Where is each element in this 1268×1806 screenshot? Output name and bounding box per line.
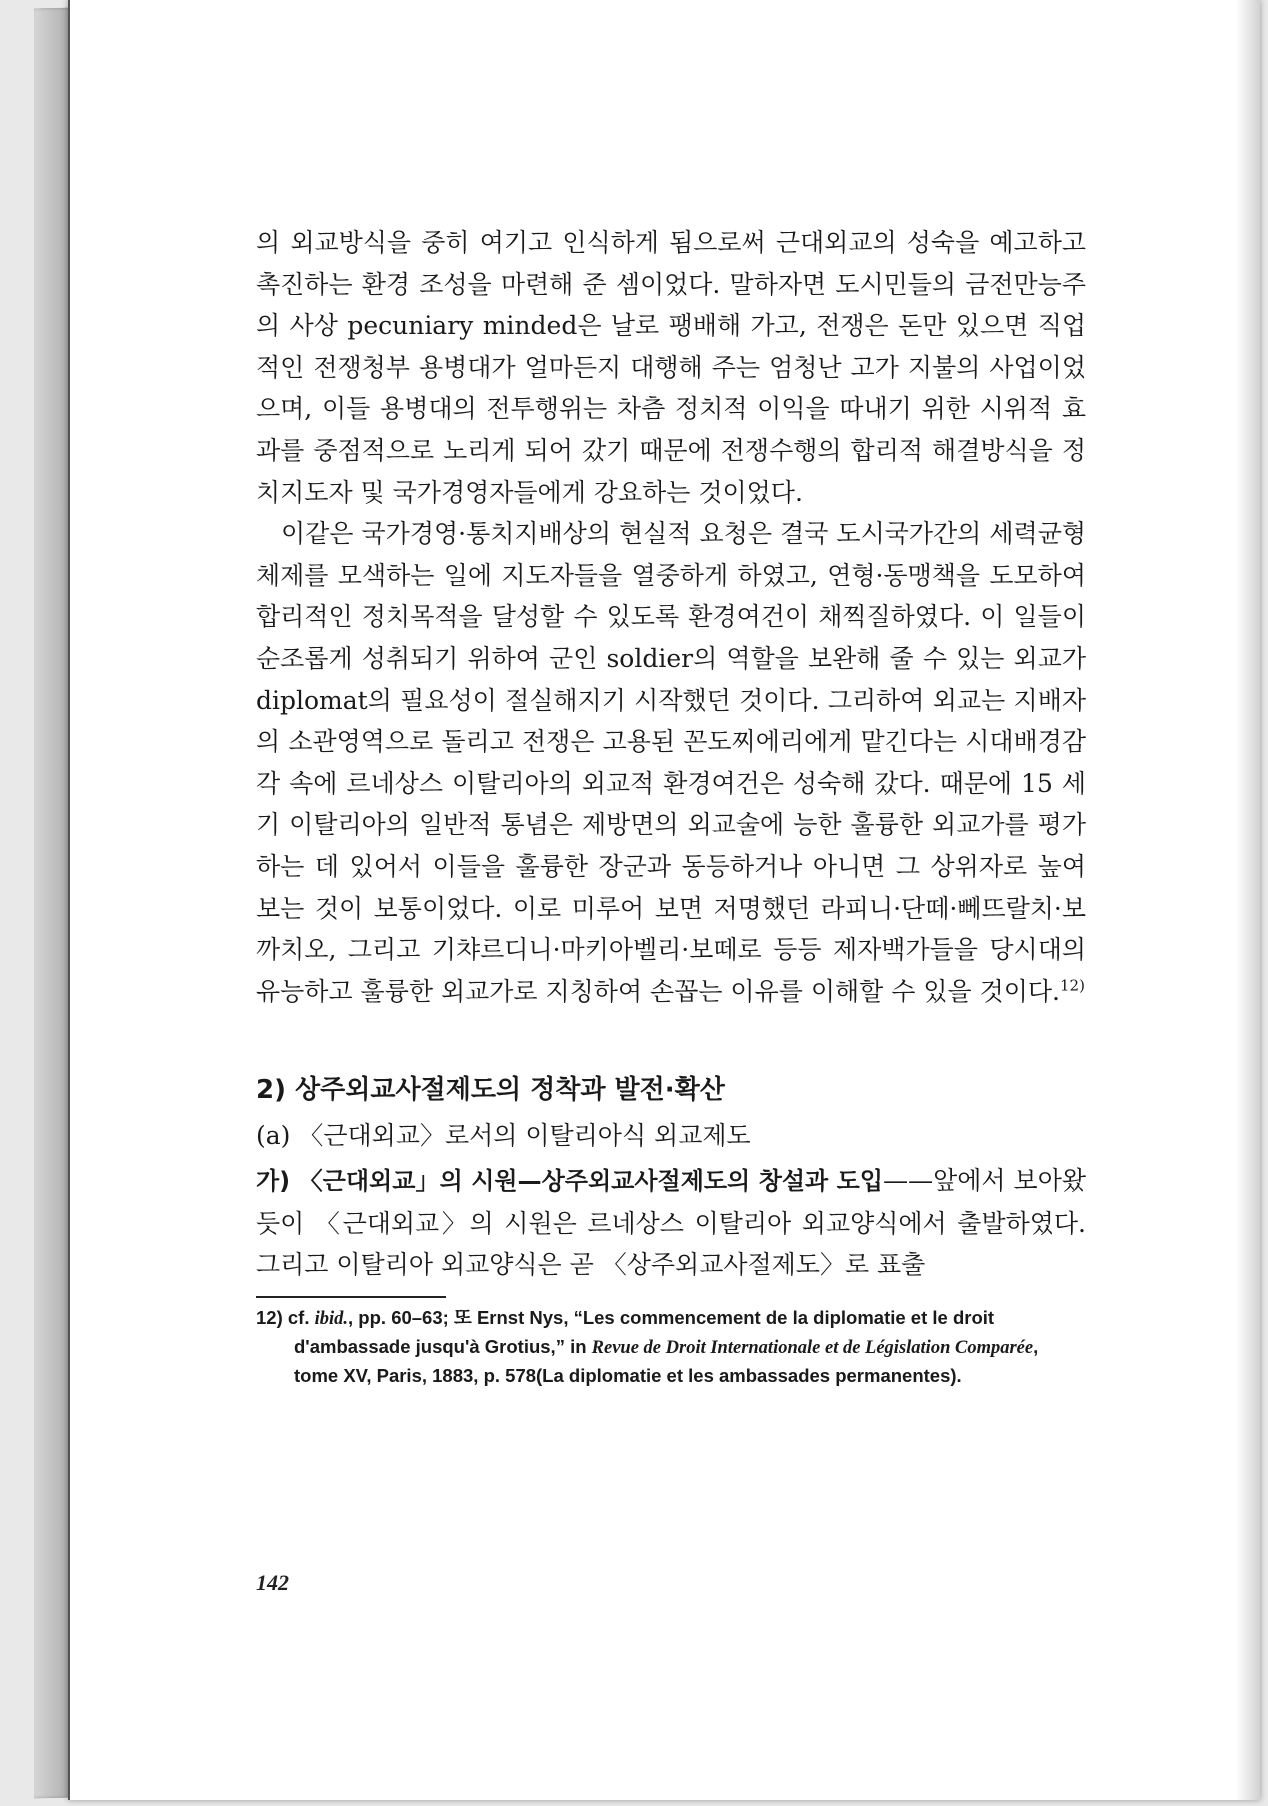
book-spine	[34, 8, 72, 1799]
footnote-ibid: ibid.	[314, 1309, 349, 1330]
footnote-12	[256, 1304, 1086, 1390]
page-body	[256, 222, 1086, 1390]
paragraph-1: 의 외교방식을 중히 여기고 인식하게 됨으로써 근대외교의 성숙을 예고하고 촉진하는 환경 조성을 마련해 준 셈이었다. 말하자면 도시민들의 금전만능주의 사상 pecuniary minded은 날로 팽배해 가고, 전쟁은 돈만 있으면 직업적인 전쟁청부 용병대가 얼마든지 대행해 주는 엄청난 고가 지불의 사업이었으며, 이들 용병대의 전투행위는 차츰 정치적 이익을 따내기 위한 시위적 효과를 중점적으로 노리게 되어 갔기 때문에 전쟁수행의 합리적 해결방식을 정치지도자 및 국가경영자들에게 강요하는 것이었다.	[256, 228, 1086, 507]
paragraph-2-text: 이같은 국가경영·통치지배상의 현실적 요청은 결국 도시국가간의 세력균형체제를 모색하는 일에 지도자들을 열중하게 하였고, 연형·동맹책을 도모하여 합리적인 정치목적을 달성할 수 있도록 환경여건이 채찍질하였다. 이 일들이 순조롭게 성취되기 위하여 군인 soldier의 역할을 보완해 줄 수 있는 외교가 diplomat의 필요성이 절실해지기 시작했던 것이다. 그리하여 외교는 지배자의 소관영역으로 돌리고 전쟁은 고용된 꼰도찌에리에게 맡긴다는 시대배경감각 속에 르네상스 이탈리아의 외교적 환경여건은 성숙해 갔다. 때문에 15 세기 이탈리아의 일반적 통념은 제방면의 외교술에 능한 훌륭한 외교가를 평가하는 데 있어서 이들을 훌륭한 장군과 동등하거나 아니면 그 상위자로 높여 보는 것이 보통이었다. 이로 미루어 보면 저명했던 라피니·단떼·뻬뜨랄치·보까치오, 그리고 기챠르디니·마키아벨리·보떼로 등등 제자백가들을 당시대의 유능하고 훌륭한 외교가로 지칭하여 손꼽는 이유를 이해할 수 있을 것이다.	[256, 519, 1086, 1006]
footnote-journal: Revue de Droit Internationale et de Législation Comparée	[591, 1338, 1034, 1359]
footnote-reference[interactable]: 12)	[1059, 976, 1085, 995]
subsection-paragraph	[256, 1160, 1086, 1286]
subsection-body: ——앞에서 보아왔듯이 〈근대외교〉의 시원은 르네상스 이탈리아 외교양식에서 출발하였다. 그리고 이탈리아 외교양식은 곧 〈상주외교사절제도〉로 표출	[256, 1166, 1086, 1280]
page-edge-shadow	[1236, 0, 1260, 1800]
paragraph-2	[256, 513, 1086, 1012]
page-number: 142	[256, 1570, 289, 1595]
subsection-heading: (a) 〈근대외교〉로서의 이탈리아식 외교제도	[256, 1121, 751, 1151]
footnote-text-2: , pp. 60–63; 또 Ernst Nys, “Les commencement de la diplomatie et le droit d'ambassade jusqu'à Grotius,” in	[294, 1307, 995, 1358]
footnote-number: 12)	[256, 1307, 283, 1329]
footnote-divider	[256, 1296, 446, 1298]
footnote-text-3: , tome XV, Paris, 1883, p. 578(La diplomatie et les ambassades permanentes).	[294, 1336, 1039, 1387]
subsection-lead: 가) 〈근대외교」의 시원—상주외교사절제도의 창설과 도입	[256, 1167, 884, 1196]
footnote-text-1: cf.	[287, 1307, 315, 1329]
section-heading: 2) 상주외교사절제도의 정착과 발전·확산	[256, 1075, 725, 1106]
